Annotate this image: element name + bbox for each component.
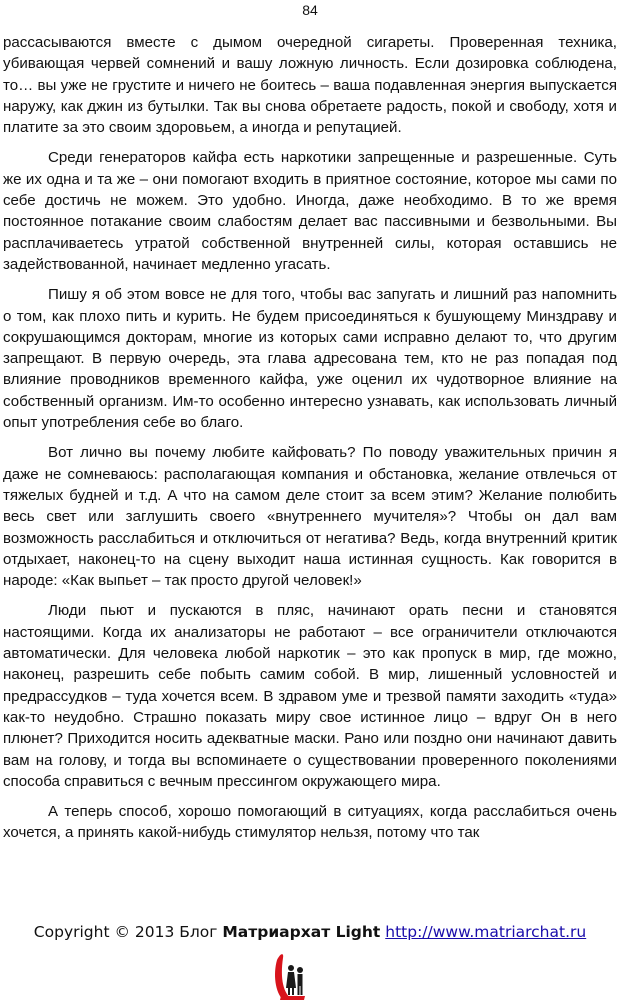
paragraph-3: Пишу я об этом вовсе не для того, чтобы вас запугать и лишний раз напомнить о том, как плохо пить и курить. Не будем присоединяться к бушующему Минздраву и сокрушающимся докторам, многие из которых сами исправно делают то, что другим запрещают. В первую очередь, эта глава адресована тем, кто не раз попадая под влияние проводников временного кайфа, уже оценил их чудотворное влияние на собственный организм. Им-то особенно интересно узнавать, как использовать личный опыт употребления себе во благо. <box>3 286 617 432</box>
copyright-text: Copyright © 2013 Блог <box>33 923 223 941</box>
paragraph-6: А теперь способ, хорошо помогающий в ситуациях, когда расслабиться очень хочется, а принять какой-нибудь стимулятор нельзя, потому что так <box>3 803 617 842</box>
document-body <box>3 32 617 853</box>
paragraph-5: Люди пьют и пускаются в пляс, начинают орать песни и становятся настоящими. Когда их анализаторы не работают – все ограничители отключаются автоматически. Для человека любой наркотик – это как пропуск в мир, где можно, наконец, разрешить себе побыть самим собой. В мир, лишенный условностей и предрассудков – туда хочется всем. В здравом уме и трезвой памяти заходить «туда» как-то неудобно. Страшно показать миру свое истинное лицо – вдруг Он в него плюнет? Приходится носить адекватные маски. Рано или поздно они начинают давить вам на голову, и тогда вы вспоминаете о существовании проверенного поколениями способа справиться с вечным прессингом окружающего мира. <box>3 602 617 790</box>
paragraph-4: Вот лично вы почему любите кайфовать? По поводу уважительных причин я даже не сомневаюсь: располагающая компания и обстановка, желание отвлечься от тяжелых будней и т.д. А что на самом деле стоит за всем этим? Желание полюбить весь свет или заглушить своего «внутреннего мучителя»? Чтобы он дал вам возможность расслабиться и отключиться от негатива? Ведь, когда внутренний критик отдыхает, наконец-то на сцену выходит наша истинная сущность. Как говорится в народе: «Как выпьет – так просто другой человек!» <box>3 444 617 590</box>
paragraph-1: рассасываются вместе с дымом очередной сигареты. Проверенная техника, убивающая червей сомнений и вашу ложную личность. Если дозировка соблюдена, то… вы уже не грустите и ничего не боитесь – ваша подавленная энергия выпускается наружу, как джин из бутылки. Так вы снова обретаете радость, покой и свободу, хотя и платите за это своим здоровьем, а иногда и репутацией. <box>3 34 617 137</box>
site-link[interactable]: http://www.matriarchat.ru <box>385 923 587 941</box>
blog-brand-name: Матриархат Light <box>222 923 381 941</box>
matriarchat-logo-icon <box>271 950 311 1002</box>
page-number: 84 <box>302 2 318 18</box>
copyright-footer <box>0 922 620 942</box>
paragraph-2: Среди генераторов кайфа есть наркотики запрещенные и разрешенные. Суть же их одна и та же – они помогают входить в приятное состояние, которое мы сами по себе достичь не можем. Это удобно. Иногда, даже необходимо. В то же время постоянное потакание своим слабостям делает вас пассивными и безвольными. Вы расплачиваетесь утратой собственной внутренней силы, которая оставшись не задействованной, начинает медленно угасать. <box>3 149 617 273</box>
